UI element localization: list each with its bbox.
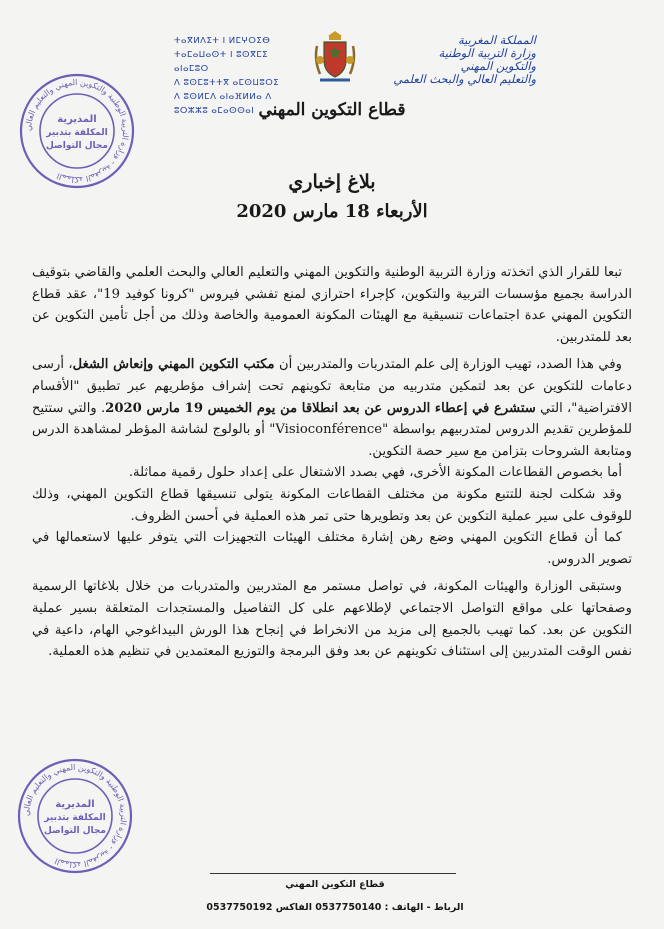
- stamp-line-1: المديرية: [55, 799, 95, 810]
- paragraph-2-part: وفي هذا الصدد، تهيب الوزارة إلى علم المتدربات والمتدربين أن: [278, 357, 622, 373]
- stamp-line-3: مجال التواصل: [46, 141, 108, 151]
- department-name: قطاع التكوين المهني: [258, 100, 406, 120]
- ministry-line: المملكة المغربية: [457, 33, 536, 47]
- document-date: الأربعاء 18 مارس 2020: [236, 201, 428, 222]
- start-date-notice: ستشرع في إعطاء الدروس عن بعد انطلاقا من يوم الخميس 19 مارس 2020: [105, 400, 536, 416]
- document-title: بلاغ إخباري: [288, 171, 376, 193]
- footer-contact: الرباط - الهاتف : 0537750140 الفاكس 0537750192: [206, 902, 464, 913]
- footer-department: قطاع التكوين المهني: [285, 879, 385, 890]
- stamp-line-1: المديرية: [57, 114, 97, 125]
- paragraph-4: وقد شكلت لجنة للتتبع مكونة من مختلف القطاعات المكونة يتولى تنسيقها قطاع التكوين المهني، وذلك للوقوف على سير عملية التكوين عن بعد وتطويرها حتى تمر هذه العملية في أحسن الظروف.: [32, 486, 632, 524]
- arabic-header: [366, 34, 536, 86]
- official-stamp-top: [18, 72, 136, 190]
- footer-divider: [210, 873, 456, 874]
- stamp-line-2: المكلفة بتدبير: [44, 813, 106, 823]
- stamp-line-3: مجال التواصل: [44, 826, 106, 836]
- royal-coat-of-arms-icon: [312, 30, 358, 88]
- tifinagh-line: ⵜⴰⴳⵍⴷⵉⵜ ⵏ ⵍⵎⵖⵔⵉⴱ: [174, 36, 271, 46]
- paragraph-6: وستبقى الوزارة والهيئات المكونة، في تواصل مستمر مع المتدربين والمتدربات من خلال بلاغاتها الرسمية وصفحاتها على مواقع التواصل الاجتماعي لإطلاعهم على كل التفاصيل والمستجدات المتعلقة بسير عملية التكوين عن بعد. كما تهيب بالجميع إلى مزيد من الانخراط في إنجاح هذا الورش البيداغوجي الهام، داعية في نفس الوقت المتدربين إلى استئناف تكوينهم عن بعد وفق البرمجة والتوزيع المعتمدين في تنظيم هذه العملية.: [32, 579, 632, 660]
- tifinagh-line: ⴷ ⵓⵙⵎⵓⵜⵜⴳ ⴰⵎⵙⵡⵓⵔⵉ: [174, 78, 280, 88]
- ministry-line: وزارة التربية الوطنية: [438, 46, 536, 60]
- ofppt-name: مكتب التكوين المهني وإنعاش الشغل: [72, 357, 275, 373]
- paragraph-3: أما بخصوص القطاعات المكونة الأخرى، فهي بصدد الاشتغال على إعداد حلول رقمية مماثلة.: [128, 465, 622, 481]
- stamp-ring-text: المملكة المغربية - وزارة التربية الوطنية والتكوين المهني والتعليم العالي: [21, 762, 129, 870]
- paragraph-2: [32, 354, 632, 462]
- paragraph-2-part: ، أرسى دعامات للتكوين عن بعد لتمكين متدربيه من متابعة تكوينهم تحت إشراف مؤطريهم عبر تطبيق "الأقسام الافتراضية"، التي: [32, 357, 632, 416]
- tifinagh-line: ⵜⴰⵎⴰⵡⴰⵙⵜ ⵏ ⵓⵙⴳⵎⵉ ⴰⵏⴰⵎⵓⵔ: [174, 50, 269, 74]
- paragraph-2-part: . والتي ستتيح للمؤطرين تقديم الدروس لمتدربيهم بواسطة "Visioconférence" أو بالولوج لشاشة المؤطر لمشاهدة الدرس ومتابعة الشروحات بتزامن مع سير حصة التكوين.: [32, 400, 632, 459]
- paragraph-5: كما أن قطاع التكوين المهني وضع رهن إشارة مختلف الهيئات التجهيزات التي يتوفر عليها لاستعمالها في تصوير الدروس.: [32, 530, 632, 567]
- stamp-line-2: المكلفة بتدبير: [46, 128, 108, 138]
- document-body: [32, 262, 632, 663]
- paragraph-1: تبعا للقرار الذي اتخذته وزارة التربية الوطنية والتكوين المهني والتعليم العالي والبحث العلمي والقاضي بتوقيف الدراسة بجميع مؤسسات التربية والتكوين، كإجراء احترازي لمنع تفشي فيروس "كرونا كوفيد 19"، عقد قطاع التكوين المهني عدة اجتماعات تنسيقية مع الهيئات المكونة العمومية والخاصة وذلك من أجل تأمين التكوين عن بعد للمتدربين.: [32, 265, 632, 345]
- ministry-line: والتعليم العالي والبحث العلمي: [393, 72, 536, 86]
- stamp-ring-text: المملكة المغربية - وزارة التربية الوطنية والتكوين المهني والتعليم العالي: [23, 77, 131, 185]
- official-stamp-bottom: [16, 757, 134, 875]
- tifinagh-line: ⴷ ⵓⵙⵍⵎⴷ ⴰⵏⴰⴼⵍⵍⴰ ⴷ ⵓⵔⵣⵣⵓ ⴰⵎⴰⵙⵙⴰⵏ: [174, 92, 272, 116]
- ministry-line: والتكوين المهني: [460, 59, 536, 73]
